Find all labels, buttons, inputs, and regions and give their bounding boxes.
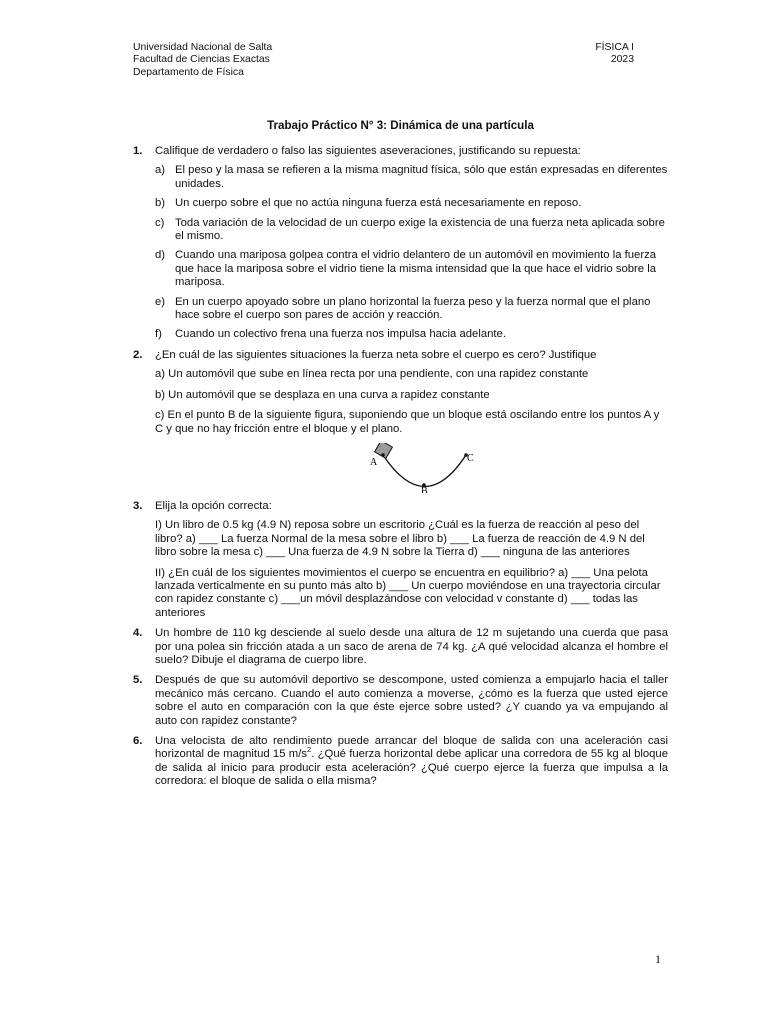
point-c-label: C <box>467 452 474 464</box>
point-b-label: B <box>421 485 428 493</box>
course-name: FÍSICA I <box>595 42 634 53</box>
pendulum-track-figure <box>155 443 668 493</box>
question-6 <box>133 735 668 789</box>
question-text: Un hombre de 110 kg desciende al suelo desde una altura de 12 m sujetando una cuerda que pasa por una polea sin fricción atada a un saco de arena de 74 kg. ¿A qué velocidad alcanza el hombre el suelo? Dibuje el diagrama de cuerpo libre. <box>155 627 668 666</box>
point-a-label: A <box>370 456 378 468</box>
option-letter: b) <box>155 197 166 210</box>
option-f <box>155 328 668 341</box>
question-text: Después de que su automóvil deportivo se descompone, usted comienza a empujarlo hacia el taller mecánico más cercano. Cuando el auto comienza a moverse, ¿cómo es la fuerza que usted ejerce sobre el auto en comparación con la que éste ejerce sobre usted? ¿Y cuando ya va empujando al auto con rapidez constante? <box>155 674 668 727</box>
option-d <box>155 249 668 289</box>
option-text: Cuando un colectivo frena una fuerza nos impulsa hacia adelante. <box>175 328 506 341</box>
curved-track-diagram <box>365 443 475 493</box>
option-text: Cuando una mariposa golpea contra el vidrio delantero de un automóvil en movimiento la fuerza que hace la mariposa sobre el vidrio tiene la misma intensidad que la que hace el vidrio sobre la mariposa. <box>175 249 657 289</box>
option-b <box>155 197 668 210</box>
option-text: El peso y la masa se refieren a la misma magnitud física, sólo que están expresadas en diferentes unidades. <box>175 164 668 190</box>
option-letter: d) <box>155 249 166 262</box>
option-a <box>155 164 668 191</box>
option-text: Toda variación de la velocidad de un cuerpo exige la existencia de una fuerza neta aplicada sobre el mismo. <box>175 216 665 243</box>
question-text-part: Una velocista de alto rendimiento puede arrancar del bloque de salida con una aceleración casi horizontal de magnitud 15 m/s <box>155 735 668 761</box>
question-text: Elija la opción correcta: <box>155 499 272 512</box>
exponent: 2 <box>307 745 312 755</box>
question-text-part: . ¿Qué fuerza horizontal debe aplicar una corredora de 55 kg al bloque de salida al inicio para producir esta aceleración? ¿Qué cuerpo ejerce la fuerza que impulsa a la corredora: el bloque de salida o ella misma? <box>155 748 669 788</box>
option-letter: e) <box>155 295 166 308</box>
point-a-marker <box>381 453 385 457</box>
option-letter: a) <box>155 164 166 177</box>
option-b: b) Un automóvil que se desplaza en una curva a rapidez constante <box>155 388 490 401</box>
sub-question-2: II) ¿En cuál de los siguientes movimientos el cuerpo se encuentra en equilibrio? a) ___ Una pelota lanzada verticalmente en su punto más alto b) ___ Un cuerpo moviéndose en una trayectoria circular con rapidez constante c) ___un móvil desplazándose con velocidad v constante d) ___ todas las anteriores <box>155 566 661 619</box>
option-e <box>155 296 668 323</box>
question-3 <box>133 500 668 620</box>
question-text <box>155 735 668 789</box>
question-number: 3. <box>133 499 143 512</box>
document-title: Trabajo Práctico N° 3: Dinámica de una partícula <box>267 119 534 132</box>
curved-track <box>383 455 466 487</box>
question-1 <box>133 145 668 342</box>
question-5 <box>133 674 668 728</box>
question-text: ¿En cuál de las siguientes situaciones la fuerza neta sobre el cuerpo es cero? Justifique <box>155 348 597 361</box>
question-number: 4. <box>133 627 143 640</box>
option-letter: c) <box>155 216 165 229</box>
option-a: a) Un automóvil que sube en línea recta por una pendiente, con una rapidez constante <box>155 368 589 381</box>
page-number: 1 <box>655 952 661 966</box>
question-number: 5. <box>133 674 143 687</box>
exercise-list <box>133 145 668 796</box>
course-year: 2023 <box>610 54 634 66</box>
question-4 <box>133 627 668 667</box>
option-text: Un cuerpo sobre el que no actúa ninguna fuerza está necesariamente en reposo. <box>175 197 582 210</box>
university-name: Universidad Nacional de Salta <box>133 42 273 53</box>
option-list <box>155 164 668 341</box>
option-text: En un cuerpo apoyado sobre un plano horizontal la fuerza peso y la fuerza normal que el plano hace sobre el cuerpo son pares de acción y reacción. <box>175 295 651 322</box>
question-2 <box>133 349 668 493</box>
question-number: 6. <box>133 735 143 747</box>
faculty-name: Facultad de Ciencias Exactas <box>133 54 270 66</box>
question-number: 1. <box>133 145 143 157</box>
question-text: Califique de verdadero o falso las siguientes aseveraciones, justificando su repuesta: <box>155 145 581 157</box>
sub-question-1: I) Un libro de 0.5 kg (4.9 N) reposa sobre un escritorio ¿Cuál es la fuerza de reacción al peso del libro? a) ___ La fuerza Normal de la mesa sobre el libro b) ___ La fuerza de reacción de 4.9 N del libro sobre la mesa c) ___ Una fuerza de 4.9 N sobre la Tierra d) ___ ninguna de las anteriores <box>155 519 645 559</box>
option-letter: f) <box>155 328 162 341</box>
question-number: 2. <box>133 348 143 361</box>
header-institution <box>133 42 272 79</box>
header-course <box>560 42 634 67</box>
option-c <box>155 217 668 244</box>
option-c: c) En el punto B de la siguiente figura, suponiendo que un bloque está oscilando entre los puntos A y C y que no hay fricción entre el bloque y el plano. <box>155 409 660 435</box>
department-name: Departamento de Física <box>133 66 244 78</box>
